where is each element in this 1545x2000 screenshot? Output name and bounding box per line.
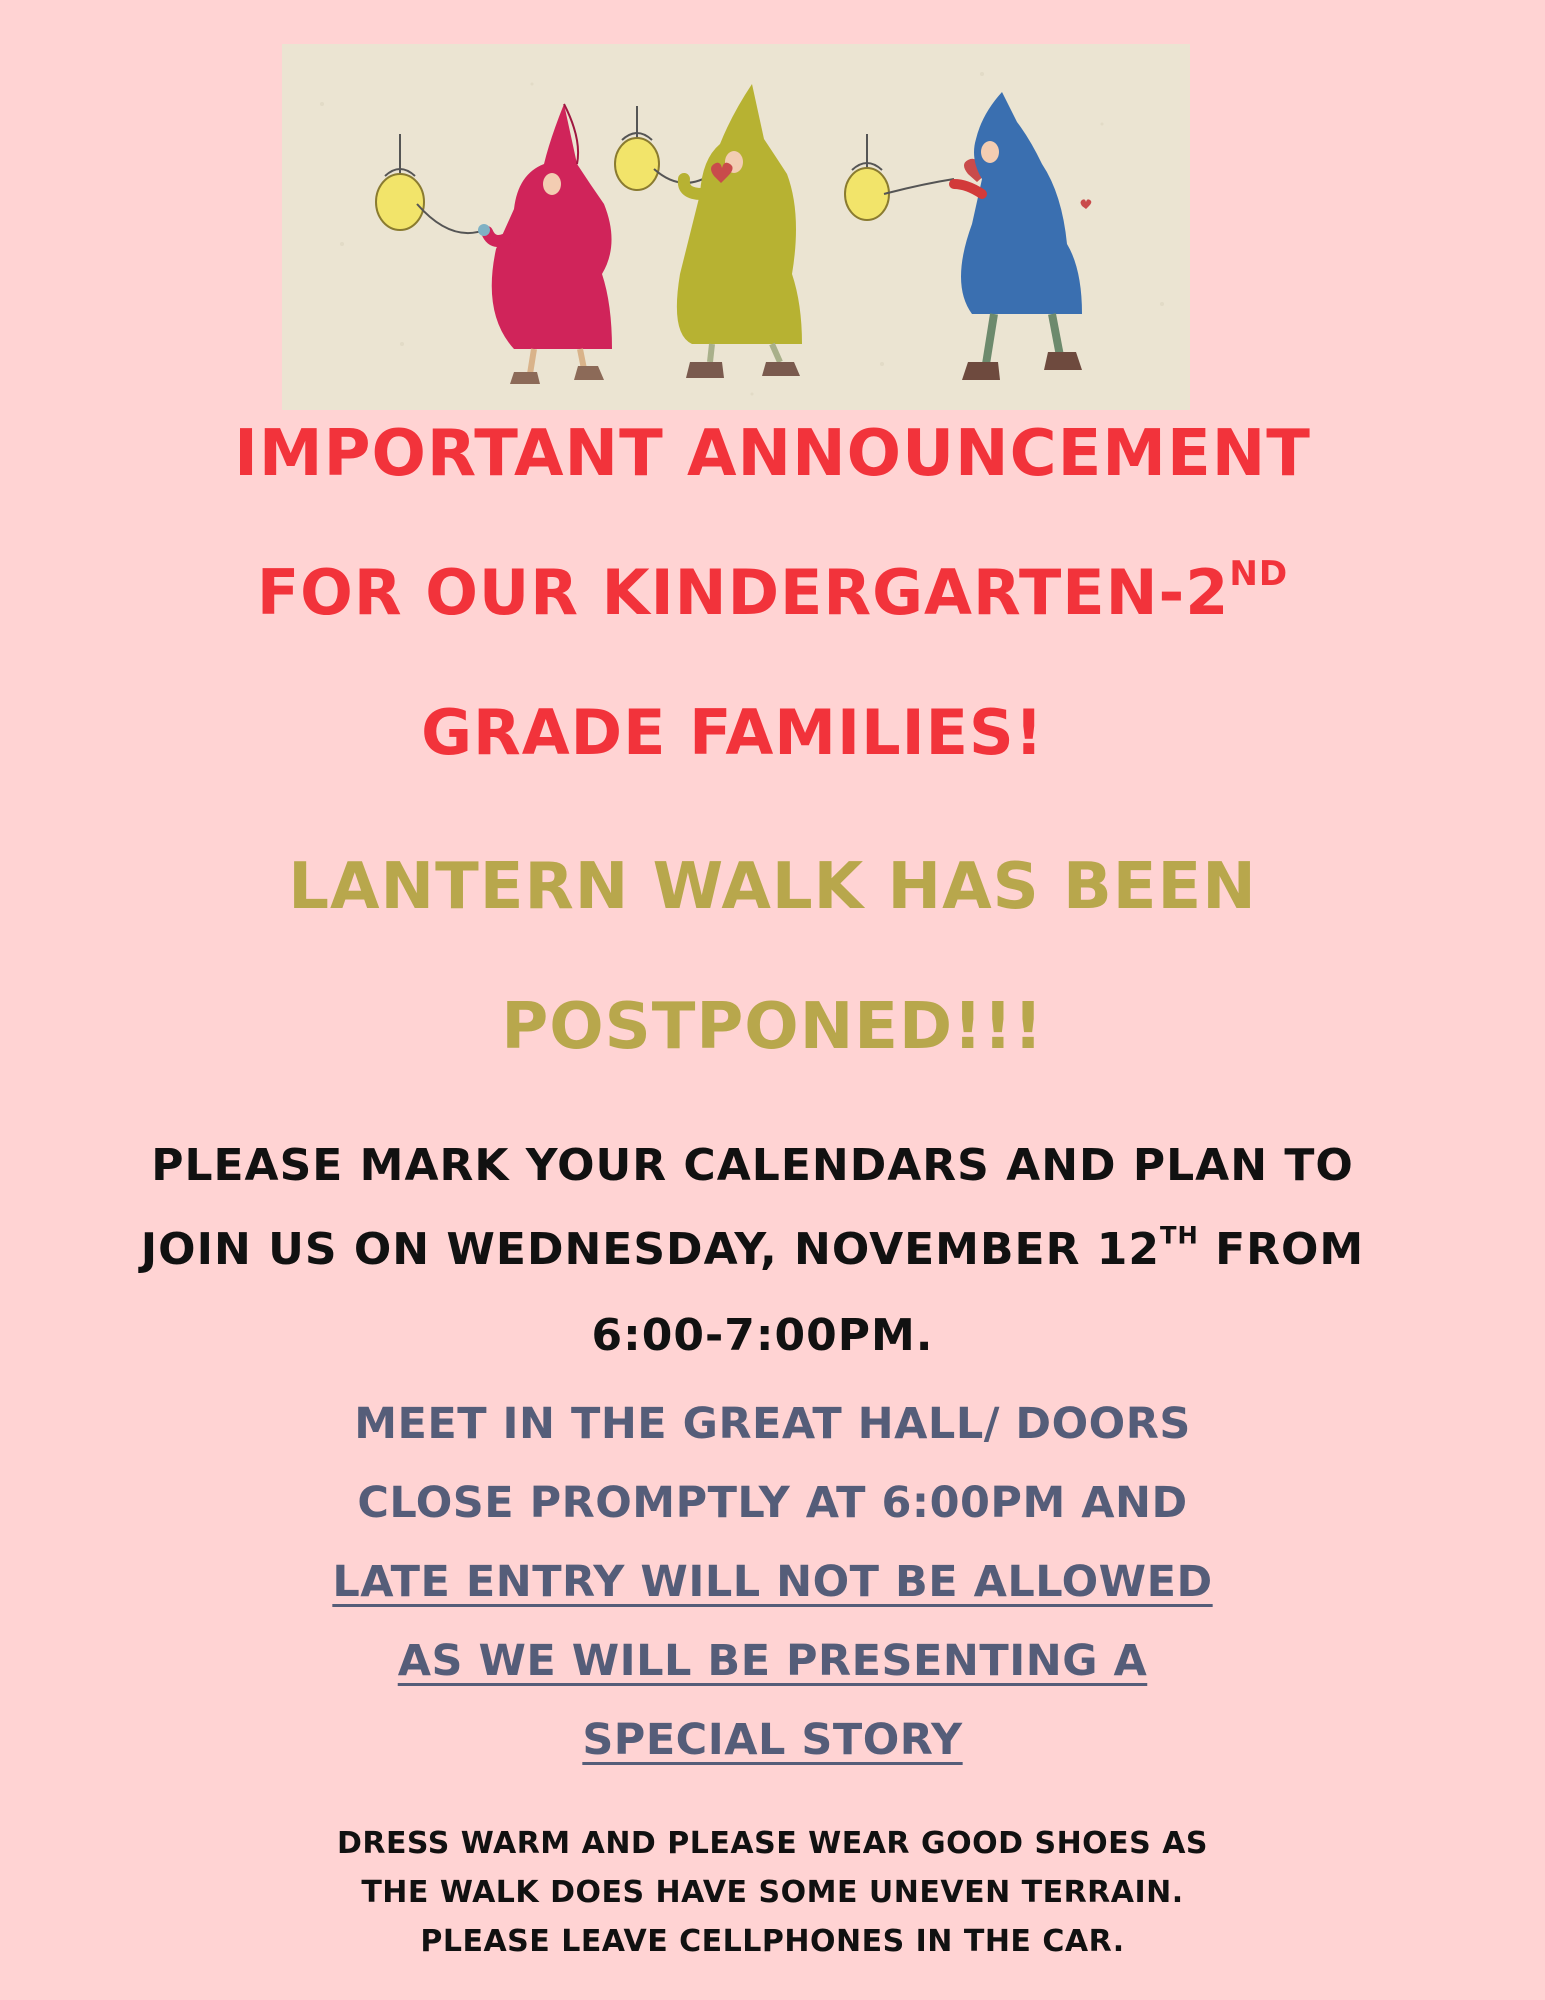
notes-line-1: DRESS WARM AND PLEASE WEAR GOOD SHOES AS xyxy=(336,1826,1209,1861)
meeting-line-5 xyxy=(0,1715,1545,1765)
lantern-walk-illustration xyxy=(282,44,1190,410)
meeting-line-2: CLOSE PROMPTLY AT 6:00PM AND xyxy=(357,1478,1188,1528)
announcement-line-2 xyxy=(0,556,1545,629)
details-line-2-text: JOIN US ON WEDNESDAY, NOVEMBER 12 xyxy=(140,1224,1160,1275)
meeting-line-3-text: LATE ENTRY WILL NOT BE ALLOWED xyxy=(332,1557,1213,1607)
headline-line-1: LANTERN WALK HAS BEEN xyxy=(288,850,1257,924)
details-line-1: PLEASE MARK YOUR CALENDARS AND PLAN TO xyxy=(151,1140,1354,1191)
meeting-line-4 xyxy=(0,1636,1545,1686)
notes-line-2: THE WALK DOES HAVE SOME UNEVEN TERRAIN. xyxy=(361,1875,1184,1910)
notes-line-3: PLEASE LEAVE CELLPHONES IN THE CAR. xyxy=(420,1924,1125,1959)
meeting-line-3 xyxy=(0,1557,1545,1607)
details-line-3: 6:00-7:00PM. xyxy=(591,1310,934,1361)
announcement-line-3: GRADE FAMILIES! xyxy=(421,696,1044,769)
details-line-2 xyxy=(0,1221,1525,1275)
meeting-line-5-text: SPECIAL STORY xyxy=(582,1715,963,1765)
details-line-2-end: FROM xyxy=(1198,1224,1365,1275)
meeting-line-4-text: AS WE WILL BE PRESENTING A xyxy=(397,1636,1148,1686)
superscript-th: TH xyxy=(1160,1221,1199,1250)
superscript-nd: ND xyxy=(1229,554,1289,595)
announcement-line-1: IMPORTANT ANNOUNCEMENT xyxy=(234,417,1311,491)
meeting-line-1: MEET IN THE GREAT HALL/ DOORS xyxy=(354,1399,1191,1449)
headline-line-2: POSTPONED!!! xyxy=(501,990,1044,1064)
announcement-line-2-text: FOR OUR KINDERGARTEN-2 xyxy=(256,556,1230,629)
